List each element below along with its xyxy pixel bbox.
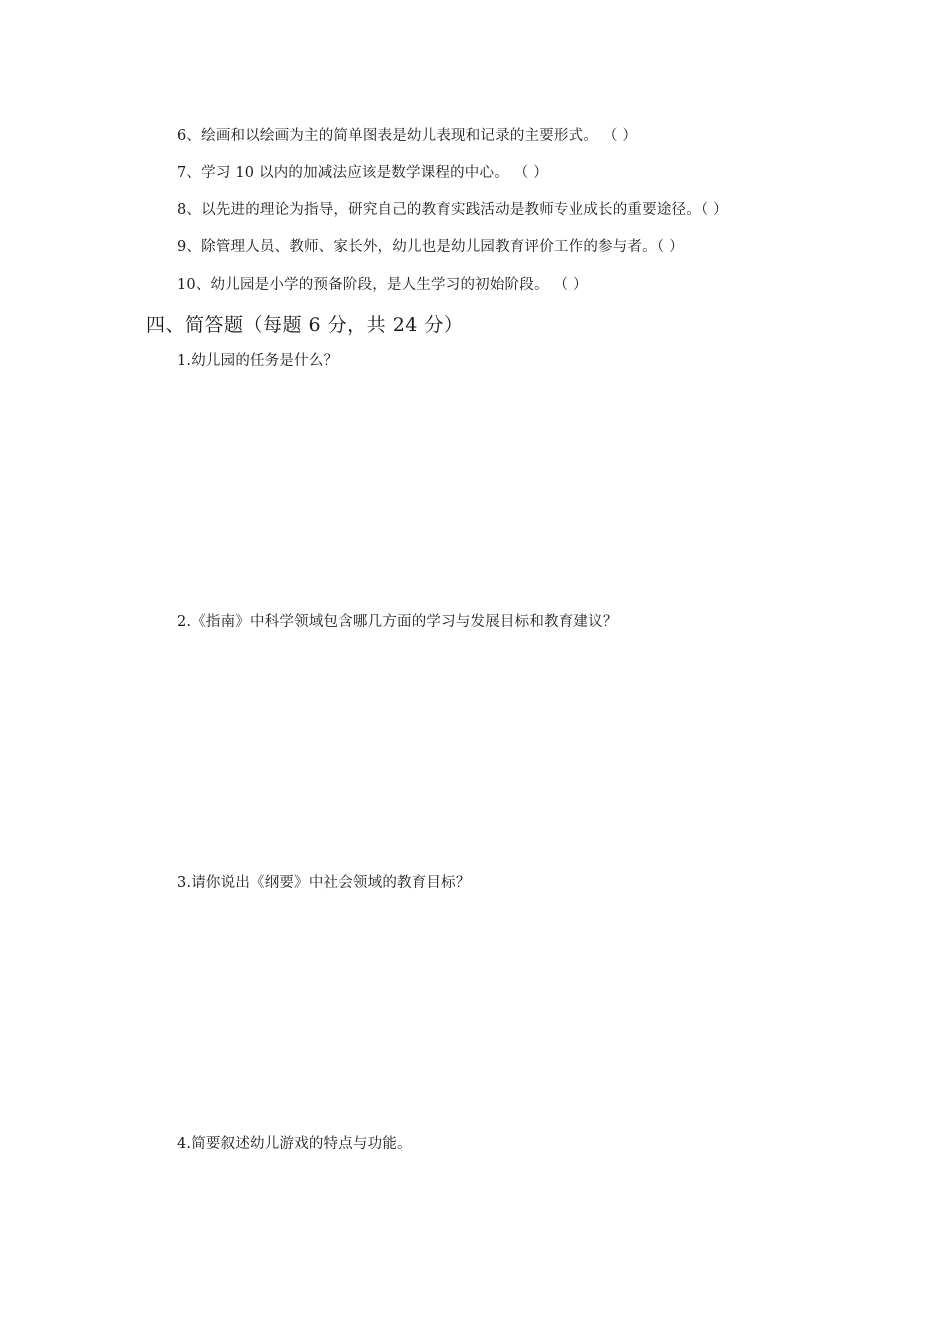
section-heading: 四、简答题（每题 6 分，共 24 分） [146,314,464,336]
question-4: 4.简要叙述幼儿游戏的特点与功能。 [177,1136,412,1152]
question-1: 1.幼儿园的任务是什么？ [177,353,339,369]
true-false-item-6: 6、绘画和以绘画为主的简单图表是幼儿表现和记录的主要形式。 （ ） [177,128,638,144]
true-false-item-10: 10、幼儿园是小学的预备阶段，是人生学习的初始阶段。 （ ） [177,277,588,293]
true-false-item-9: 9、除管理人员、教师、家长外，幼儿也是幼儿园教育评价工作的参与者。（ ） [177,239,684,255]
question-3: 3.请你说出《纲要》中社会领域的教育目标？ [177,875,471,891]
true-false-item-7: 7、学习 10 以内的加减法应该是数学课程的中心。 （ ） [177,165,548,181]
question-2: 2.《指南》中科学领域包含哪几方面的学习与发展目标和教育建议？ [177,614,618,630]
true-false-item-8: 8、以先进的理论为指导，研究自己的教育实践活动是教师专业成长的重要途径。（ ） [177,202,728,218]
